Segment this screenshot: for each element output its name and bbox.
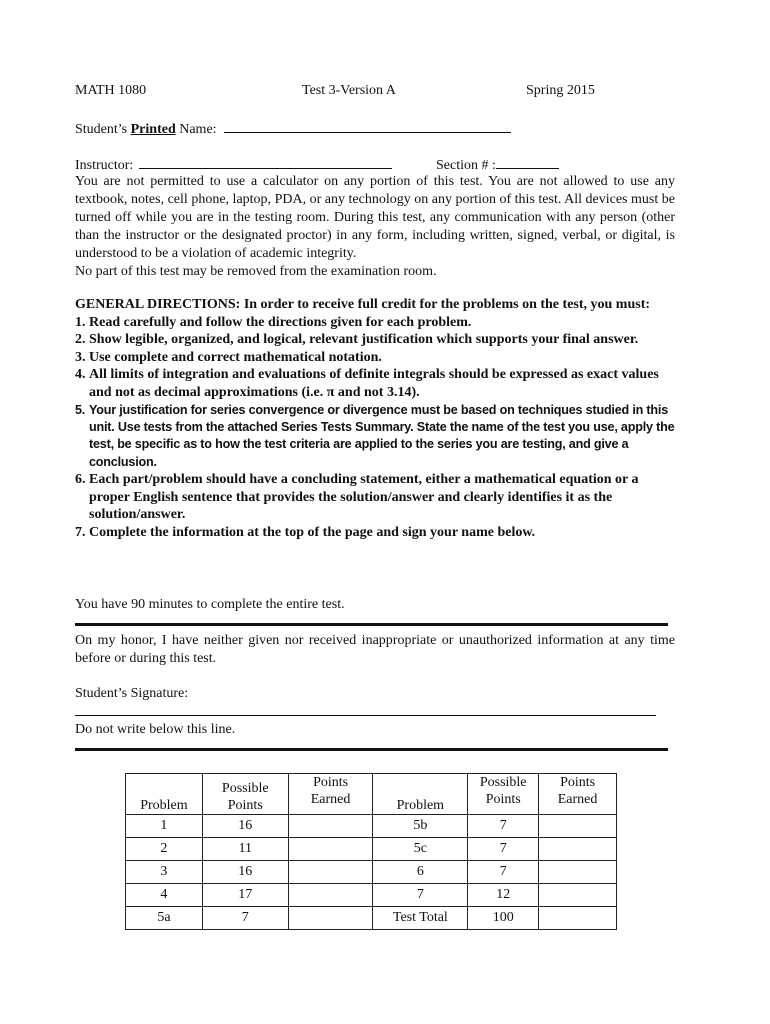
- header-possible-points: Possible Points: [202, 774, 288, 815]
- direction-item: 2. Show legible, organized, and logical, relevant justification which supports your final answer.: [75, 332, 639, 348]
- do-not-write-notice: Do not write below this line.: [75, 722, 236, 737]
- points-earned-cell[interactable]: [288, 815, 373, 838]
- student-name-field[interactable]: [224, 119, 511, 133]
- section-label: Section # :: [436, 158, 496, 173]
- printed-word: Printed: [130, 122, 176, 137]
- student-name-label-suffix: Name:: [175, 122, 217, 137]
- header-possible-points: Possible Points: [468, 774, 539, 815]
- points-earned-cell[interactable]: [288, 861, 373, 884]
- possible-points-cell: 7: [202, 907, 288, 930]
- score-table: [125, 773, 617, 930]
- possible-points-cell: 11: [202, 838, 288, 861]
- problem-cell: 2: [126, 838, 203, 861]
- no-removal-notice: No part of this test may be removed from the examination room.: [75, 264, 437, 279]
- signature-label: Student’s Signature:: [75, 686, 189, 701]
- possible-points-cell: 16: [202, 861, 288, 884]
- header-points-earned: Points Earned: [288, 774, 373, 815]
- divider-rule: [75, 623, 668, 626]
- problem-cell: 7: [373, 884, 468, 907]
- direction-item: 7. Complete the information at the top of the page and sign your name below.: [75, 524, 536, 540]
- possible-points-cell: 100: [468, 907, 539, 930]
- direction-item: 5. Your justification for series convergence or divergence must be based on techniques studied in this unit. Use tests from the attached Series Tests Summary. State the name of the test you use, apply the test, be specific as to how the test criteria are applied to the series you are testing, and give a conclusion.: [75, 402, 675, 469]
- table-row: [126, 861, 617, 884]
- points-earned-cell[interactable]: [288, 907, 373, 930]
- possible-points-cell: 16: [202, 815, 288, 838]
- test-version: Test 3-Version A: [302, 83, 396, 98]
- header-problem: Problem: [373, 774, 468, 815]
- points-earned-cell[interactable]: [539, 907, 617, 930]
- direction-item: 3. Use complete and correct mathematical notation.: [75, 349, 382, 365]
- direction-item: 1. Read carefully and follow the directions given for each problem.: [75, 314, 472, 330]
- instructor-field[interactable]: [139, 155, 392, 169]
- table-row: [126, 838, 617, 861]
- problem-cell: 1: [126, 815, 203, 838]
- table-row: [126, 884, 617, 907]
- points-earned-cell[interactable]: [539, 815, 617, 838]
- points-earned-cell[interactable]: [288, 838, 373, 861]
- rules-paragraph: You are not permitted to use a calculator on any portion of this test. You are not allowed to use any textbook, notes, cell phone, laptop, PDA, or any technology on any portion of this test. All devices must be turned off while you are in the testing room. During this test, any communication with any person (other than the instructor or the designated proctor) in any form, including written, signed, verbal, or digital, is understood to be a violation of academic integrity.: [75, 174, 675, 261]
- table-row: [126, 815, 617, 838]
- exam-header: [75, 83, 675, 101]
- divider-rule: [75, 748, 668, 751]
- possible-points-cell: 7: [468, 815, 539, 838]
- student-name-label-prefix: Student’s: [75, 122, 131, 137]
- problem-cell: Test Total: [373, 907, 468, 930]
- points-earned-cell[interactable]: [539, 861, 617, 884]
- directions-list: [75, 314, 675, 542]
- header-points-earned: Points Earned: [539, 774, 617, 815]
- problem-cell: 5c: [373, 838, 468, 861]
- section-group: [436, 155, 559, 174]
- term: Spring 2015: [526, 83, 595, 98]
- section-field[interactable]: [496, 155, 559, 169]
- rules-block: [75, 173, 675, 281]
- direction-item: 6. Each part/problem should have a concluding statement, either a mathematical equation or a proper English sentence that provides the solution/answer and clearly identifies it as the solution/answer.: [75, 472, 639, 523]
- problem-cell: 5b: [373, 815, 468, 838]
- signature-line[interactable]: [75, 715, 656, 716]
- points-earned-cell[interactable]: [288, 884, 373, 907]
- instructor-label: Instructor:: [75, 158, 134, 173]
- problem-cell: 3: [126, 861, 203, 884]
- direction-item: 4. All limits of integration and evaluations of definite integrals should be expressed as exact values and not as decimal approximations (i.e. π and not 3.14).: [75, 367, 659, 400]
- possible-points-cell: 7: [468, 861, 539, 884]
- honor-block: [75, 632, 675, 668]
- directions-heading: GENERAL DIRECTIONS: In order to receive full credit for the problems on the test, you must:: [75, 297, 651, 312]
- instructor-row: [75, 155, 675, 174]
- header-problem: Problem: [126, 774, 203, 815]
- problem-cell: 5a: [126, 907, 203, 930]
- honor-statement: On my honor, I have neither given nor received inappropriate or unauthorized information at any time before or during this test.: [75, 633, 675, 666]
- student-name-row: [75, 119, 511, 138]
- problem-cell: 6: [373, 861, 468, 884]
- problem-cell: 4: [126, 884, 203, 907]
- general-directions: [75, 296, 675, 542]
- score-table-header: [126, 774, 617, 815]
- possible-points-cell: 12: [468, 884, 539, 907]
- table-row: [126, 907, 617, 930]
- points-earned-cell[interactable]: [539, 838, 617, 861]
- possible-points-cell: 17: [202, 884, 288, 907]
- points-earned-cell[interactable]: [539, 884, 617, 907]
- course-code: MATH 1080: [75, 83, 147, 98]
- possible-points-cell: 7: [468, 838, 539, 861]
- time-limit-text: You have 90 minutes to complete the entire test.: [75, 597, 345, 612]
